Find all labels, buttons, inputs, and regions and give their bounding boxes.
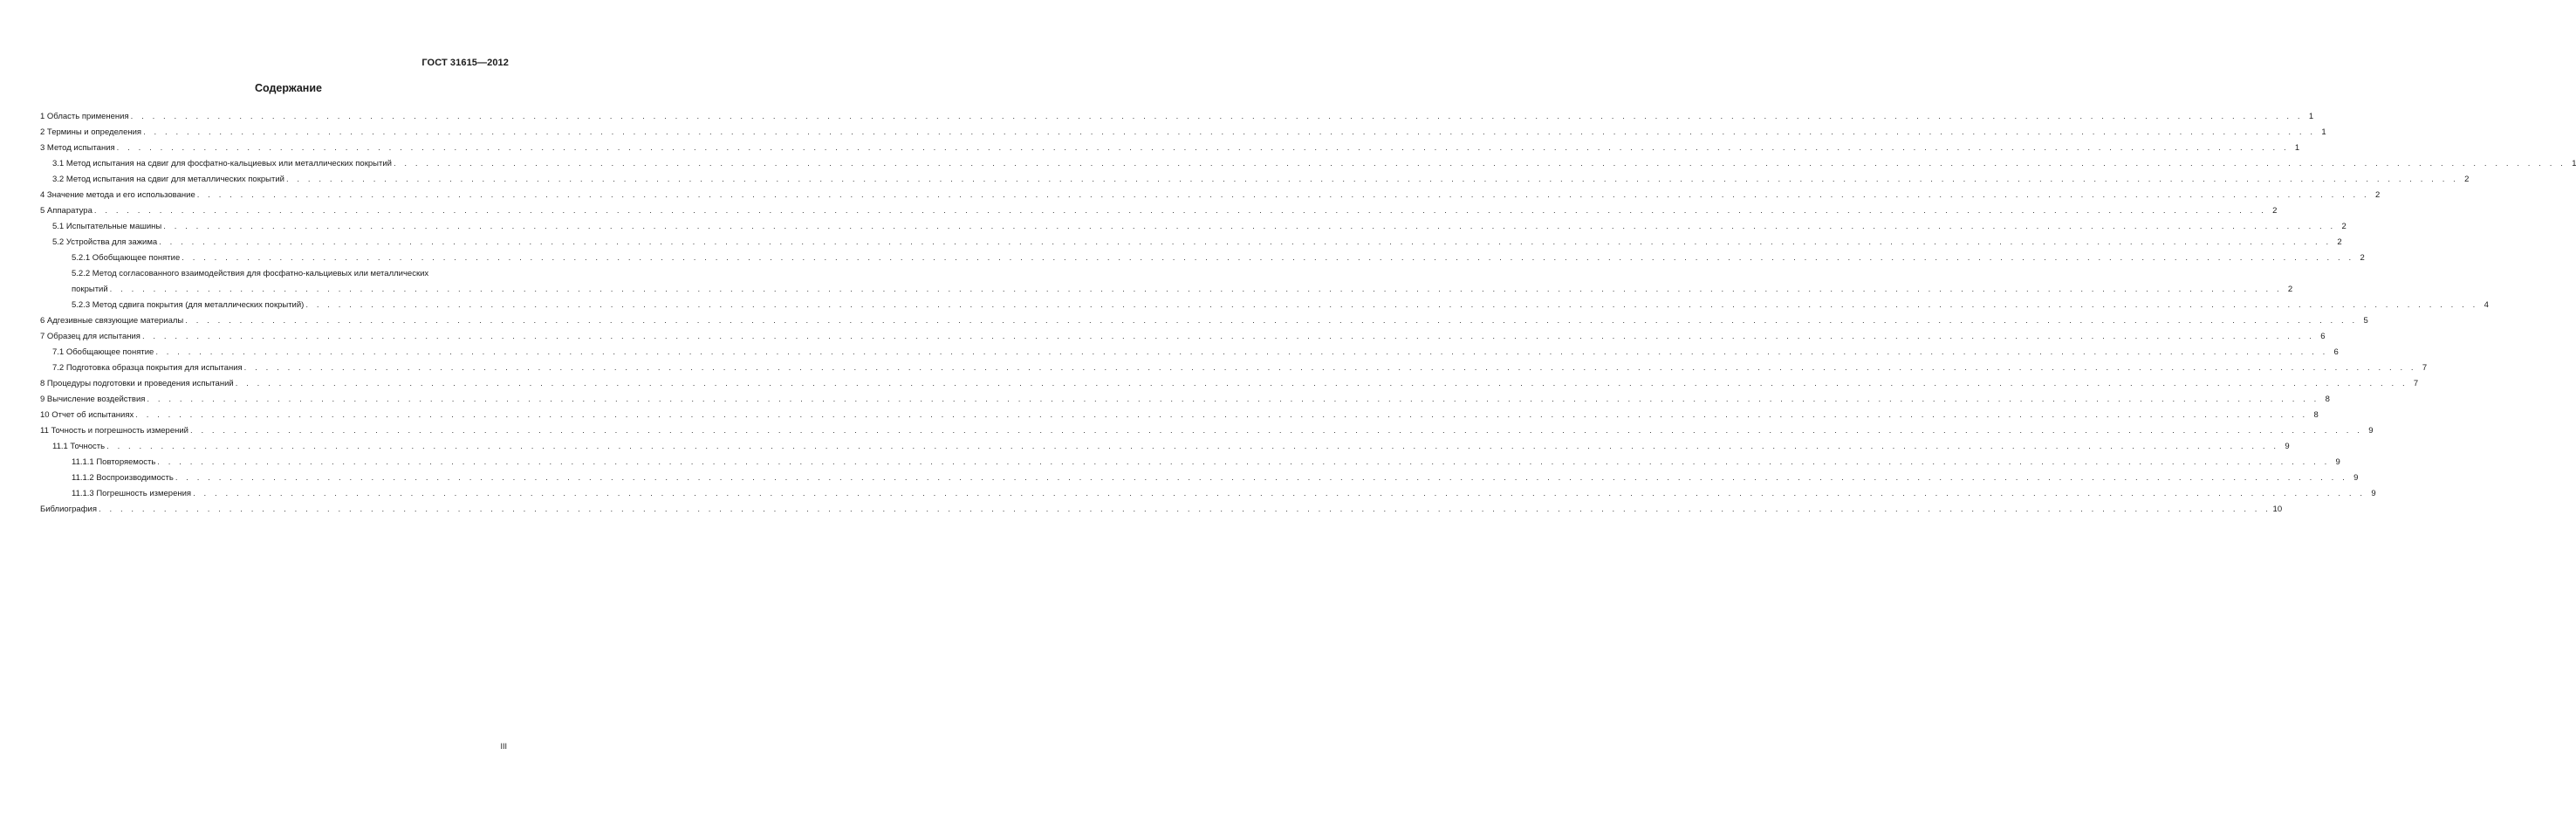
- toc-entry[interactable]: [40, 122, 2326, 138]
- toc-entry-page: 7: [2416, 363, 2427, 374]
- toc-entry-label: 3.2 Метод испытания на сдвиг для металлических покрытий: [52, 175, 284, 184]
- toc-entry-page: 1: [2566, 159, 2576, 169]
- toc-entry[interactable]: [40, 342, 2339, 358]
- toc-entry[interactable]: [40, 106, 2314, 122]
- toc-dot-leader: . . . . . . . . . . . . . . . . . . . . . . . . . . . . . . . . . . . . . . . . . . . . . . . . . . . . . . . . . . . . . . . . . . . . . . . . . . . . . . . . . . . . . . . . . . . . . . . . . . . . . . . . . . . . . . . . . . . . . . . . . . . . . . . . . . . . . . . . . . . . . . . . . . . . . . . . . . . . . . . . . . . . . . . . . . . . . . . . . . . . . . . . . . . . . . . . . . . . . . . .: [305, 300, 2478, 310]
- toc-entry[interactable]: [40, 452, 2340, 468]
- toc-dot-leader: . . . . . . . . . . . . . . . . . . . . . . . . . . . . . . . . . . . . . . . . . . . . . . . . . . . . . . . . . . . . . . . . . . . . . . . . . . . . . . . . . . . . . . . . . . . . . . . . . . . . . . . . . . . . . . . . . . . . . . . . . . . . . . . . . . . . . . . . . . . . . . . . . . . . . . . . . . . . . . . . . . . . . . . . . . . . . . . . . . . . . . . . . . . . . . . . . . . . . . . .: [99, 505, 2271, 514]
- toc-entry-label: 7.1 Обобщающее понятие: [52, 347, 154, 357]
- toc-entry-page: 9: [2330, 457, 2340, 468]
- toc-entry-label: 10 Отчет об испытаниях: [40, 410, 134, 420]
- toc-entry[interactable]: [40, 499, 2283, 515]
- toc-entry-label: 7 Образец для испытания: [40, 332, 140, 341]
- toc-entry-label: 11 Точность и погрешность измерений: [40, 426, 188, 436]
- toc-entry-label: Библиография: [40, 505, 97, 514]
- toc-entry-label: 11.1 Точность: [52, 442, 106, 451]
- toc-entry[interactable]: [40, 138, 2300, 154]
- toc-dot-leader: . . . . . . . . . . . . . . . . . . . . . . . . . . . . . . . . . . . . . . . . . . . . . . . . . . . . . . . . . . . . . . . . . . . . . . . . . . . . . . . . . . . . . . . . . . . . . . . . . . . . . . . . . . . . . . . . . . . . . . . . . . . . . . . . . . . . . . . . . . . . . . . . . . . . . . . . . . . . . . . . . . . . . . . . . . . . . . . . . . . . . . . . . . . . . . . . . . . . . . . .: [143, 127, 2316, 137]
- toc-entry-page: 9: [2279, 442, 2290, 452]
- toc-entry-page: 10: [2272, 505, 2283, 514]
- document-code: ГОСТ 31615—2012: [421, 58, 509, 68]
- toc-entry[interactable]: [40, 295, 2489, 311]
- toc-dot-leader: . . . . . . . . . . . . . . . . . . . . . . . . . . . . . . . . . . . . . . . . . . . . . . . . . . . . . . . . . . . . . . . . . . . . . . . . . . . . . . . . . . . . . . . . . . . . . . . . . . . . . . . . . . . . . . . . . . . . . . . . . . . . . . . . . . . . . . . . . . . . . . . . . . . . . . . . . . . . . . . . . . . . . . . . . . . . . . . . . . . . . . . . . . . . . . . . . . . . . . . .: [182, 253, 2354, 263]
- toc-entry-page: 1: [2316, 127, 2326, 138]
- toc-entry-page: 2: [2332, 237, 2342, 248]
- toc-dot-leader: . . . . . . . . . . . . . . . . . . . . . . . . . . . . . . . . . . . . . . . . . . . . . . . . . . . . . . . . . . . . . . . . . . . . . . . . . . . . . . . . . . . . . . . . . . . . . . . . . . . . . . . . . . . . . . . . . . . . . . . . . . . . . . . . . . . . . . . . . . . . . . . . . . . . . . . . . . . . . . . . . . . . . . . . . . . . . . . . . . . . . . . . . . . . . . . . . . . . . . . .: [155, 347, 2328, 357]
- toc-dot-leader: . . . . . . . . . . . . . . . . . . . . . . . . . . . . . . . . . . . . . . . . . . . . . . . . . . . . . . . . . . . . . . . . . . . . . . . . . . . . . . . . . . . . . . . . . . . . . . . . . . . . . . . . . . . . . . . . . . . . . . . . . . . . . . . . . . . . . . . . . . . . . . . . . . . . . . . . . . . . . . . . . . . . . . . . . . . . . . . . . . . . . . . . . . . . . . . . . . . . . . . .: [163, 222, 2336, 231]
- toc-entry[interactable]: [40, 484, 2376, 499]
- toc-entry[interactable]: [40, 154, 2576, 169]
- toc-entry-page: 8: [2319, 395, 2330, 405]
- toc-entry-page: 9: [2363, 426, 2374, 436]
- toc-dot-leader: . . . . . . . . . . . . . . . . . . . . . . . . . . . . . . . . . . . . . . . . . . . . . . . . . . . . . . . . . . . . . . . . . . . . . . . . . . . . . . . . . . . . . . . . . . . . . . . . . . . . . . . . . . . . . . . . . . . . . . . . . . . . . . . . . . . . . . . . . . . . . . . . . . . . . . . . . . . . . . . . . . . . . . . . . . . . . . . . . . . . . . . . . . . . . . . . . . . . . . . .: [285, 175, 2459, 184]
- toc-entry-label: 9 Вычисление воздействия: [40, 395, 146, 404]
- toc-entry-label-continuation: покрытий: [72, 285, 108, 294]
- toc-entry-label: 3.1 Метод испытания на сдвиг для фосфатно-кальциевых или металлических покрытий: [52, 159, 392, 168]
- toc-entry[interactable]: [40, 232, 2342, 248]
- toc-entry-label: 7.2 Подготовка образца покрытия для испытания: [52, 363, 243, 373]
- toc-entry-label: 1 Область применения: [40, 112, 129, 121]
- toc-entry[interactable]: [40, 326, 2326, 342]
- toc-entry[interactable]: [40, 421, 2374, 436]
- toc-dot-leader: . . . . . . . . . . . . . . . . . . . . . . . . . . . . . . . . . . . . . . . . . . . . . . . . . . . . . . . . . . . . . . . . . . . . . . . . . . . . . . . . . . . . . . . . . . . . . . . . . . . . . . . . . . . . . . . . . . . . . . . . . . . . . . . . . . . . . . . . . . . . . . . . . . . . . . . . . . . . . . . . . . . . . . . . . . . . . . . . . . . . . . . . . . . . . . . . . . . . . . . .: [109, 285, 2283, 294]
- toc-entry-label: 4 Значение метода и его использование: [40, 190, 195, 200]
- toc-dot-leader: . . . . . . . . . . . . . . . . . . . . . . . . . . . . . . . . . . . . . . . . . . . . . . . . . . . . . . . . . . . . . . . . . . . . . . . . . . . . . . . . . . . . . . . . . . . . . . . . . . . . . . . . . . . . . . . . . . . . . . . . . . . . . . . . . . . . . . . . . . . . . . . . . . . . . . . . . . . . . . . . . . . . . . . . . . . . . . . . . . . . . . . . . . . . . . . . . . . . . . . .: [106, 442, 2279, 451]
- toc-dot-leader: . . . . . . . . . . . . . . . . . . . . . . . . . . . . . . . . . . . . . . . . . . . . . . . . . . . . . . . . . . . . . . . . . . . . . . . . . . . . . . . . . . . . . . . . . . . . . . . . . . . . . . . . . . . . . . . . . . . . . . . . . . . . . . . . . . . . . . . . . . . . . . . . . . . . . . . . . . . . . . . . . . . . . . . . . . . . . . . . . . . . . . . . . . . . . . . . . . . . . . . .: [141, 332, 2315, 341]
- toc-entry[interactable]: [40, 436, 2290, 452]
- toc-entry-label: 8 Процедуры подготовки и проведения испытаний: [40, 379, 234, 388]
- toc-entry-label: 5.2.3 Метод сдвига покрытия (для металлических покрытий): [72, 300, 305, 310]
- toc-entry-label: 5.1 Испытательные машины: [52, 222, 162, 231]
- toc-dot-leader: . . . . . . . . . . . . . . . . . . . . . . . . . . . . . . . . . . . . . . . . . . . . . . . . . . . . . . . . . . . . . . . . . . . . . . . . . . . . . . . . . . . . . . . . . . . . . . . . . . . . . . . . . . . . . . . . . . . . . . . . . . . . . . . . . . . . . . . . . . . . . . . . . . . . . . . . . . . . . . . . . . . . . . . . . . . . . . . . . . . . . . . . . . . . . . . . . . . . . . . .: [189, 426, 2363, 436]
- toc-dot-leader: . . . . . . . . . . . . . . . . . . . . . . . . . . . . . . . . . . . . . . . . . . . . . . . . . . . . . . . . . . . . . . . . . . . . . . . . . . . . . . . . . . . . . . . . . . . . . . . . . . . . . . . . . . . . . . . . . . . . . . . . . . . . . . . . . . . . . . . . . . . . . . . . . . . . . . . . . . . . . . . . . . . . . . . . . . . . . . . . . . . . . . . . . . . . . . . . . . . . . . . .: [393, 159, 2566, 168]
- page-number-roman: III: [500, 742, 507, 751]
- toc-entry-label: 5 Аппаратура: [40, 206, 92, 216]
- toc-entry-label: 5.2.1 Обобщающее понятие: [72, 253, 181, 263]
- toc-entry-label: 6 Адгезивные связующие материалы: [40, 316, 184, 326]
- toc-dot-leader: . . . . . . . . . . . . . . . . . . . . . . . . . . . . . . . . . . . . . . . . . . . . . . . . . . . . . . . . . . . . . . . . . . . . . . . . . . . . . . . . . . . . . . . . . . . . . . . . . . . . . . . . . . . . . . . . . . . . . . . . . . . . . . . . . . . . . . . . . . . . . . . . . . . . . . . . . . . . . . . . . . . . . . . . . . . . . . . . . . . . . . . . . . . . . . . . . . . . . . . .: [196, 190, 2370, 200]
- toc-title: Содержание: [254, 82, 322, 94]
- toc-entry-label: 11.1.1 Повторяемость: [72, 457, 156, 467]
- toc-entry[interactable]: [40, 405, 2319, 421]
- toc-dot-leader: . . . . . . . . . . . . . . . . . . . . . . . . . . . . . . . . . . . . . . . . . . . . . . . . . . . . . . . . . . . . . . . . . . . . . . . . . . . . . . . . . . . . . . . . . . . . . . . . . . . . . . . . . . . . . . . . . . . . . . . . . . . . . . . . . . . . . . . . . . . . . . . . . . . . . . . . . . . . . . . . . . . . . . . . . . . . . . . . . . . . . . . . . . . . . . . . . . . . . . . .: [243, 363, 2417, 373]
- toc-dot-leader: . . . . . . . . . . . . . . . . . . . . . . . . . . . . . . . . . . . . . . . . . . . . . . . . . . . . . . . . . . . . . . . . . . . . . . . . . . . . . . . . . . . . . . . . . . . . . . . . . . . . . . . . . . . . . . . . . . . . . . . . . . . . . . . . . . . . . . . . . . . . . . . . . . . . . . . . . . . . . . . . . . . . . . . . . . . . . . . . . . . . . . . . . . . . . . . . . . . . . . . .: [116, 143, 2290, 153]
- toc-entry-label: 3 Метод испытания: [40, 143, 115, 153]
- toc-entry-page: 1: [2303, 112, 2313, 122]
- toc-entry-page: 9: [2366, 489, 2376, 499]
- toc-entry-label: 11.1.2 Воспроизводимость: [72, 473, 174, 483]
- toc-dot-leader: . . . . . . . . . . . . . . . . . . . . . . . . . . . . . . . . . . . . . . . . . . . . . . . . . . . . . . . . . . . . . . . . . . . . . . . . . . . . . . . . . . . . . . . . . . . . . . . . . . . . . . . . . . . . . . . . . . . . . . . . . . . . . . . . . . . . . . . . . . . . . . . . . . . . . . . . . . . . . . . . . . . . . . . . . . . . . . . . . . . . . . . . . . . . . . . . . . . . . . . .: [135, 410, 2308, 420]
- toc-dot-leader: . . . . . . . . . . . . . . . . . . . . . . . . . . . . . . . . . . . . . . . . . . . . . . . . . . . . . . . . . . . . . . . . . . . . . . . . . . . . . . . . . . . . . . . . . . . . . . . . . . . . . . . . . . . . . . . . . . . . . . . . . . . . . . . . . . . . . . . . . . . . . . . . . . . . . . . . . . . . . . . . . . . . . . . . . . . . . . . . . . . . . . . . . . . . . . . . . . . . . . . .: [147, 395, 2319, 404]
- toc-entry-label: 5.2.2 Метод согласованного взаимодействия для фосфатно-кальциевых или металлических: [72, 269, 429, 278]
- toc-entry-continuation[interactable]: [40, 279, 2293, 295]
- toc-entry-label: 2 Термины и определения: [40, 127, 142, 137]
- toc-entry-page: 7: [2408, 379, 2418, 389]
- toc-entry-page: 2: [2282, 285, 2292, 295]
- toc-dot-leader: . . . . . . . . . . . . . . . . . . . . . . . . . . . . . . . . . . . . . . . . . . . . . . . . . . . . . . . . . . . . . . . . . . . . . . . . . . . . . . . . . . . . . . . . . . . . . . . . . . . . . . . . . . . . . . . . . . . . . . . . . . . . . . . . . . . . . . . . . . . . . . . . . . . . . . . . . . . . . . . . . . . . . . . . . . . . . . . . . . . . . . . . . . . . . . . . . . . . . . . .: [185, 316, 2358, 326]
- toc-entry-page: 2: [2266, 206, 2277, 216]
- toc-entry[interactable]: [40, 358, 2428, 374]
- toc-dot-leader: . . . . . . . . . . . . . . . . . . . . . . . . . . . . . . . . . . . . . . . . . . . . . . . . . . . . . . . . . . . . . . . . . . . . . . . . . . . . . . . . . . . . . . . . . . . . . . . . . . . . . . . . . . . . . . . . . . . . . . . . . . . . . . . . . . . . . . . . . . . . . . . . . . . . . . . . . . . . . . . . . . . . . . . . . . . . . . . . . . . . . . . . . . . . . . . . . . . . . . . .: [175, 473, 2348, 483]
- toc-entry-page: 6: [2314, 332, 2325, 342]
- toc-dot-leader: . . . . . . . . . . . . . . . . . . . . . . . . . . . . . . . . . . . . . . . . . . . . . . . . . . . . . . . . . . . . . . . . . . . . . . . . . . . . . . . . . . . . . . . . . . . . . . . . . . . . . . . . . . . . . . . . . . . . . . . . . . . . . . . . . . . . . . . . . . . . . . . . . . . . . . . . . . . . . . . . . . . . . . . . . . . . . . . . . . . . . . . . . . . . . . . . . . . . . . . .: [157, 457, 2330, 467]
- toc-dot-leader: . . . . . . . . . . . . . . . . . . . . . . . . . . . . . . . . . . . . . . . . . . . . . . . . . . . . . . . . . . . . . . . . . . . . . . . . . . . . . . . . . . . . . . . . . . . . . . . . . . . . . . . . . . . . . . . . . . . . . . . . . . . . . . . . . . . . . . . . . . . . . . . . . . . . . . . . . . . . . . . . . . . . . . . . . . . . . . . . . . . . . . . . . . . . . . . . . . . . . . . .: [130, 112, 2304, 121]
- toc-entry[interactable]: [40, 216, 2346, 232]
- toc-entry-page: 2: [2369, 190, 2380, 201]
- toc-entry-page: 2: [2354, 253, 2365, 264]
- toc-entry-page: 6: [2328, 347, 2339, 358]
- toc-entry-label: 11.1.3 Погрешность измерения: [72, 489, 192, 498]
- toc-entry[interactable]: [40, 311, 2368, 326]
- toc-entry-page: 2: [2458, 175, 2469, 185]
- toc-entry-page: 5: [2358, 316, 2368, 326]
- toc-entry[interactable]: [40, 201, 2278, 216]
- toc-entry-label: 5.2 Устройства для зажима: [52, 237, 158, 247]
- toc-entry[interactable]: [40, 264, 509, 279]
- toc-entry[interactable]: [40, 248, 2365, 264]
- toc-dot-leader: . . . . . . . . . . . . . . . . . . . . . . . . . . . . . . . . . . . . . . . . . . . . . . . . . . . . . . . . . . . . . . . . . . . . . . . . . . . . . . . . . . . . . . . . . . . . . . . . . . . . . . . . . . . . . . . . . . . . . . . . . . . . . . . . . . . . . . . . . . . . . . . . . . . . . . . . . . . . . . . . . . . . . . . . . . . . . . . . . . . . . . . . . . . . . . . . . . . . . . . .: [235, 379, 2408, 388]
- toc-dot-leader: . . . . . . . . . . . . . . . . . . . . . . . . . . . . . . . . . . . . . . . . . . . . . . . . . . . . . . . . . . . . . . . . . . . . . . . . . . . . . . . . . . . . . . . . . . . . . . . . . . . . . . . . . . . . . . . . . . . . . . . . . . . . . . . . . . . . . . . . . . . . . . . . . . . . . . . . . . . . . . . . . . . . . . . . . . . . . . . . . . . . . . . . . . . . . . . . . . . . . . . .: [93, 206, 2267, 216]
- toc-entry-page: 1: [2289, 143, 2299, 154]
- toc-dot-leader: . . . . . . . . . . . . . . . . . . . . . . . . . . . . . . . . . . . . . . . . . . . . . . . . . . . . . . . . . . . . . . . . . . . . . . . . . . . . . . . . . . . . . . . . . . . . . . . . . . . . . . . . . . . . . . . . . . . . . . . . . . . . . . . . . . . . . . . . . . . . . . . . . . . . . . . . . . . . . . . . . . . . . . . . . . . . . . . . . . . . . . . . . . . . . . . . . . . . . . . .: [193, 489, 2366, 498]
- toc-entry[interactable]: [40, 468, 2359, 484]
- toc-entry[interactable]: [40, 389, 2330, 405]
- toc-entry-page: 2: [2336, 222, 2346, 232]
- toc-entry-page: 9: [2347, 473, 2358, 484]
- toc-entry[interactable]: [40, 169, 2470, 185]
- toc-entry-page: 4: [2478, 300, 2489, 311]
- toc-entry-page: 8: [2308, 410, 2319, 421]
- toc-entry[interactable]: [40, 185, 2381, 201]
- toc-entry[interactable]: [40, 374, 2419, 389]
- table-of-contents: [40, 106, 2576, 515]
- toc-dot-leader: . . . . . . . . . . . . . . . . . . . . . . . . . . . . . . . . . . . . . . . . . . . . . . . . . . . . . . . . . . . . . . . . . . . . . . . . . . . . . . . . . . . . . . . . . . . . . . . . . . . . . . . . . . . . . . . . . . . . . . . . . . . . . . . . . . . . . . . . . . . . . . . . . . . . . . . . . . . . . . . . . . . . . . . . . . . . . . . . . . . . . . . . . . . . . . . . . . . . . . . .: [159, 237, 2332, 247]
